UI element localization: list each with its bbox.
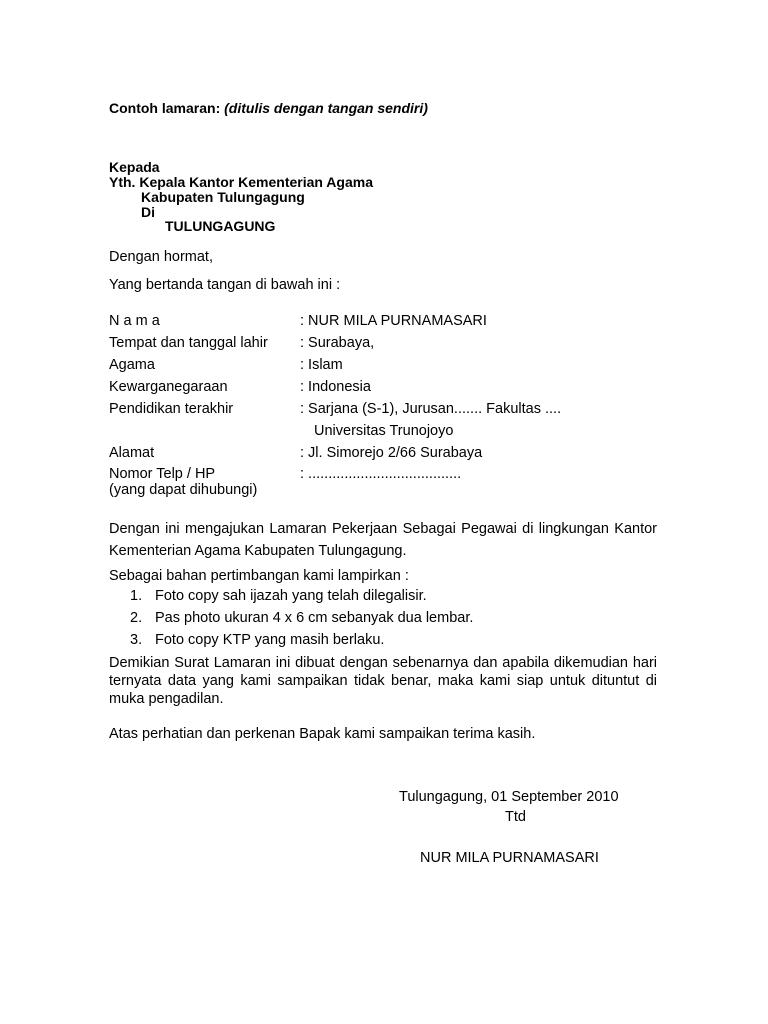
identity-label-address: Alamat	[109, 445, 155, 461]
identity-label-religion: Agama	[109, 357, 155, 373]
signature-name: NUR MILA PURNAMASARI	[420, 850, 599, 866]
identity-label-citizenship: Kewarganegaraan	[109, 379, 228, 395]
greeting: Dengan hormat,	[109, 249, 213, 265]
list-item: 3. Foto copy KTP yang masih berlaku.	[130, 632, 385, 648]
list-item: 1. Foto copy sah ijazah yang telah dilegalisir.	[130, 588, 427, 604]
thanks-line: Atas perhatian dan perkenan Bapak kami sampaikan terima kasih.	[109, 726, 536, 742]
attachments-intro: Sebagai bahan pertimbangan kami lampirkan :	[109, 568, 409, 584]
list-item: 2. Pas photo ukuran 4 x 6 cm sebanyak dua lembar.	[130, 610, 474, 626]
identity-value-university: Universitas Trunojoyo	[314, 423, 454, 439]
recipient-di: Di	[141, 204, 155, 220]
page-heading	[109, 100, 428, 116]
identity-value-citizenship: : Indonesia	[300, 379, 371, 395]
identity-label-phone-note: (yang dapat dihubungi)	[109, 482, 258, 498]
recipient-title: Yth. Kepala Kantor Kementerian Agama	[109, 174, 373, 190]
intro-line: Yang bertanda tangan di bawah ini :	[109, 277, 341, 293]
heading-note: (ditulis dengan tangan sendiri)	[224, 100, 428, 116]
identity-value-address: : Jl. Simorejo 2/66 Surabaya	[300, 445, 483, 461]
identity-value-name: : NUR MILA PURNAMASARI	[300, 313, 487, 329]
heading-label: Contoh lamaran:	[109, 100, 221, 116]
recipient-regency: Kabupaten Tulungagung	[141, 189, 305, 205]
attachments-list	[130, 585, 473, 651]
recipient-kepada: Kepada	[109, 159, 160, 175]
identity-label-birth: Tempat dan tanggal lahir	[109, 335, 268, 351]
identity-value-religion: : Islam	[300, 357, 343, 373]
identity-label-education: Pendidikan terakhir	[109, 401, 234, 417]
identity-value-education: : Sarjana (S-1), Jurusan....... Fakultas ....	[300, 401, 562, 417]
identity-value-birth: : Surabaya,	[300, 335, 375, 351]
signature-place-date: Tulungagung, 01 September 2010	[399, 789, 619, 805]
identity-label-phone: Nomor Telp / HP	[109, 466, 216, 482]
identity-value-phone: : ......................................	[300, 466, 462, 482]
closing-paragraph: Demikian Surat Lamaran ini dibuat dengan sebenarnya dan apabila dikemudian hari ternyata data yang kami sampaikan tidak benar, maka kami siap untuk dituntut di muka pengadilan.	[109, 655, 657, 707]
signature-ttd: Ttd	[505, 809, 526, 825]
recipient-city: TULUNGAGUNG	[165, 218, 276, 234]
identity-label-name: N a m a	[109, 313, 160, 329]
application-paragraph: Dengan ini mengajukan Lamaran Pekerjaan Sebagai Pegawai di lingkungan Kantor Kementerian Agama Kabupaten Tulungagung.	[109, 521, 657, 559]
